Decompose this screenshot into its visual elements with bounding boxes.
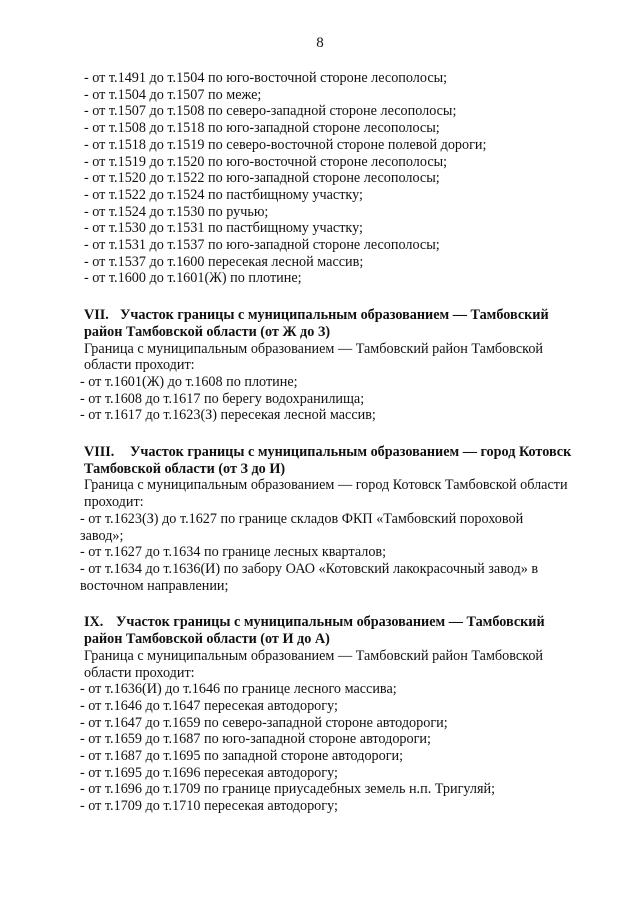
section-intro-continued: области проходит: bbox=[84, 664, 195, 681]
section-heading-continued: Тамбовской области (от З до И) bbox=[84, 460, 286, 477]
list-item: - от т.1530 до т.1531 по пастбищному участку; bbox=[84, 220, 363, 237]
list-item: - от т.1634 до т.1636(И) по забору ОАО «Котовский лакокрасочный завод» в bbox=[80, 560, 539, 577]
section-viii bbox=[80, 444, 604, 594]
list-item: - от т.1520 до т.1522 по юго-западной стороне лесополосы; bbox=[84, 170, 440, 187]
list-item: - от т.1491 до т.1504 по юго-восточной стороне лесополосы; bbox=[84, 70, 448, 86]
section-number: VIII. bbox=[84, 444, 115, 461]
page-number: 8 bbox=[316, 35, 324, 51]
section-intro: Граница с муниципальным образованием — Тамбовский район Тамбовской bbox=[84, 340, 544, 357]
section-heading-continued: район Тамбовской области (от И до А) bbox=[84, 631, 330, 648]
section-vii bbox=[80, 307, 604, 424]
list-item: - от т.1647 до т.1659 по северо-западной стороне автодороги; bbox=[80, 714, 448, 731]
list-item: - от т.1617 до т.1623(З) пересекая лесной массив; bbox=[80, 407, 376, 424]
section-ix bbox=[80, 614, 604, 815]
section-heading-text: Участок границы с муниципальным образованием — Тамбовский bbox=[116, 614, 545, 631]
section-intro-continued: проходит: bbox=[84, 494, 144, 511]
list-item: - от т.1627 до т.1634 по границе лесных кварталов; bbox=[80, 544, 387, 561]
section-intro: Граница с муниципальным образованием — Тамбовский район Тамбовской bbox=[84, 647, 544, 664]
list-item: - от т.1608 до т.1617 по берегу водохранилища; bbox=[80, 390, 365, 407]
list-item: - от т.1507 до т.1508 по северо-западной стороне лесополосы; bbox=[84, 103, 457, 120]
section-heading bbox=[84, 307, 604, 324]
list-item: - от т.1508 до т.1518 по юго-западной стороне лесополосы; bbox=[84, 120, 440, 137]
list-item: - от т.1623(З) до т.1627 по границе складов ФКП «Тамбовский пороховой bbox=[80, 510, 524, 527]
list-item: - от т.1524 до т.1530 по ручью; bbox=[84, 203, 269, 220]
section-intro-continued: области проходит: bbox=[84, 357, 195, 374]
list-item: - от т.1504 до т.1507 по меже; bbox=[84, 86, 262, 103]
section-number: VII. bbox=[84, 307, 109, 324]
list-item: - от т.1522 до т.1524 по пастбищному участку; bbox=[84, 186, 363, 203]
list-item: - от т.1659 до т.1687 по юго-западной стороне автодороги; bbox=[80, 731, 431, 748]
list-item-continued: завод»; bbox=[80, 527, 124, 544]
document-body bbox=[80, 70, 604, 815]
section-heading-text: Участок границы с муниципальным образованием — Тамбовский bbox=[120, 307, 549, 324]
boundary-list-top bbox=[84, 70, 604, 287]
section-heading bbox=[84, 444, 604, 461]
list-item: - от т.1600 до т.1601(Ж) по плотине; bbox=[84, 270, 302, 287]
list-item: - от т.1696 до т.1709 по границе приусадебных земель н.п. Тригуляй; bbox=[80, 781, 496, 798]
list-item: - от т.1695 до т.1696 пересекая автодорогу; bbox=[80, 764, 338, 781]
section-intro: Граница с муниципальным образованием — город Котовск Тамбовской области bbox=[84, 477, 568, 494]
list-item: - от т.1531 до т.1537 по юго-западной стороне лесополосы; bbox=[84, 237, 440, 254]
list-item: - от т.1537 до т.1600 пересекая лесной массив; bbox=[84, 253, 364, 270]
list-item: - от т.1601(Ж) до т.1608 по плотине; bbox=[80, 373, 298, 390]
list-item: - от т.1636(И) до т.1646 по границе лесного массива; bbox=[80, 681, 397, 698]
section-heading bbox=[84, 614, 604, 631]
section-heading-continued: район Тамбовской области (от Ж до З) bbox=[84, 323, 331, 340]
list-item: - от т.1646 до т.1647 пересекая автодорогу; bbox=[80, 697, 338, 714]
section-number: IX. bbox=[84, 614, 104, 631]
section-heading-text: Участок границы с муниципальным образованием — город Котовск bbox=[130, 444, 572, 461]
list-item-continued: восточном направлении; bbox=[80, 577, 229, 594]
list-item: - от т.1519 до т.1520 по юго-восточной стороне лесополосы; bbox=[84, 153, 448, 170]
list-item: - от т.1687 до т.1695 по западной стороне автодороги; bbox=[80, 748, 404, 765]
list-item: - от т.1709 до т.1710 пересекая автодорогу; bbox=[80, 798, 338, 815]
list-item: - от т.1518 до т.1519 по северо-восточной стороне полевой дороги; bbox=[84, 136, 487, 153]
